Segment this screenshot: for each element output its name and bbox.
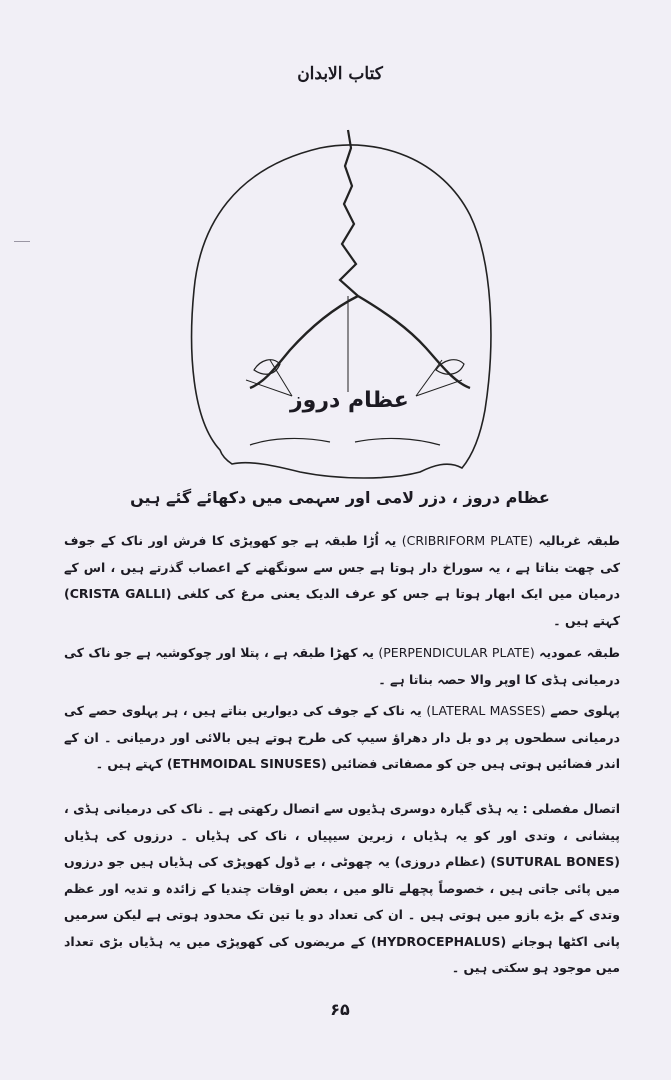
figure-label: عظام دروز	[290, 388, 409, 413]
running-header-title: کتاب الابدان	[297, 64, 383, 84]
skull-outline	[192, 145, 491, 478]
page-number: ۶۵	[330, 1000, 350, 1019]
occipital-base	[250, 438, 440, 445]
paragraph-perpendicular	[64, 640, 620, 693]
text-lateral-masses: یہ ناک کے جوف کی دیواریں بناتے ہیں ، ہر پہلوی حصے کی درمیانی سطحوں پر دو بل دار دھراؤ سیپ کی طرح ہوتے ہیں بالائی اور درمیانی ۔ ان کے اندر فضائیں ہوتی ہیں جن کو مصفاتی فضائیں (ETHMOIDAL SINUSES) کہتے ہیں ۔	[64, 703, 620, 771]
sagittal-suture	[340, 130, 358, 296]
pointer-line-right-1	[416, 360, 442, 396]
term-perpendicular: طبقہ عمودیہ	[539, 645, 620, 660]
term-lateral-masses: پہلوی حصے	[550, 703, 620, 718]
paragraph-lateral-masses	[64, 698, 620, 778]
text-cribriform: یہ اُڑا طبقہ ہے جو کھوپڑی کا فرش اور ناک کے جوف کی چھت بناتا ہے ، یہ سوراخ دار ہوتا ہے جس سے سونگھنے کے اعصاب گذرتے ہیں ، اس کے درمیان میں ایک ابھار ہوتا ہے جس کو عرف الدیک یعنی مرغ کی کلغی (CRISTA GALLI) کہتے ہیں ۔	[64, 533, 620, 628]
latin-lateral-masses: (LATERAL MASSES)	[426, 703, 546, 718]
skull-illustration	[180, 120, 500, 490]
paragraph-cribriform	[64, 528, 620, 634]
paragraph-articulation	[64, 796, 620, 982]
term-cribriform: طبقہ غربالیہ	[538, 533, 620, 548]
text-perpendicular: یہ کھڑا طبقہ ہے ، پتلا اور چوکوشیہ ہے جو ناک کی درمیانی ہڈی کا اوپر والا حصہ بناتا ہے ۔	[64, 645, 620, 687]
sutural-bones	[254, 360, 464, 375]
margin-tick-mark	[14, 241, 30, 242]
skull-diagram	[180, 120, 500, 490]
text-articulation: یہ ہڈی گیارہ دوسری ہڈیوں سے اتصال رکھتی ہے ۔ ناک کی درمیانی ہڈی ، پیشانی ، وتدی اور کو یہ ہڈیاں ، زبرین سیپیاں ، ناک کی ہڈیاں ۔ درزوں کی ہڈیاں (SUTURAL BONES) (عظام دروزی) یہ چھوٹی ، بے ڈول کھوپڑی کی ہڈیاں ہیں جو درزوں میں پائی جاتی ہیں ، خصوصاً پچھلے تالو میں ، بعض اوقات چندیا کے زائدہ و تدیہ اور عظم وتدی کے بڑے بازو میں ہوتی ہیں ۔ ان کی تعداد دو یا تین تک محدود ہوتی ہے لیکن سرمیں پانی اکٹھا ہوجانے (HYDROCEPHALUS) کے مریضوں کی کھوپڑی میں یہ ہڈیاں بڑی تعداد میں موجود ہو سکتی ہیں ۔	[64, 801, 620, 975]
latin-cribriform: (CRIBRIFORM PLATE)	[401, 533, 534, 548]
pointer-line-right-2	[416, 380, 462, 396]
pointer-line-left-1	[270, 360, 292, 396]
latin-perpendicular: (PERPENDICULAR PLATE)	[378, 645, 535, 660]
term-articulation: اتصال مفصلی :	[522, 801, 620, 816]
lambdoid-suture	[250, 296, 470, 388]
figure-caption: عظام دروز ، دزر لامی اور سہمی میں دکھائے گئے ہیں	[130, 488, 550, 507]
